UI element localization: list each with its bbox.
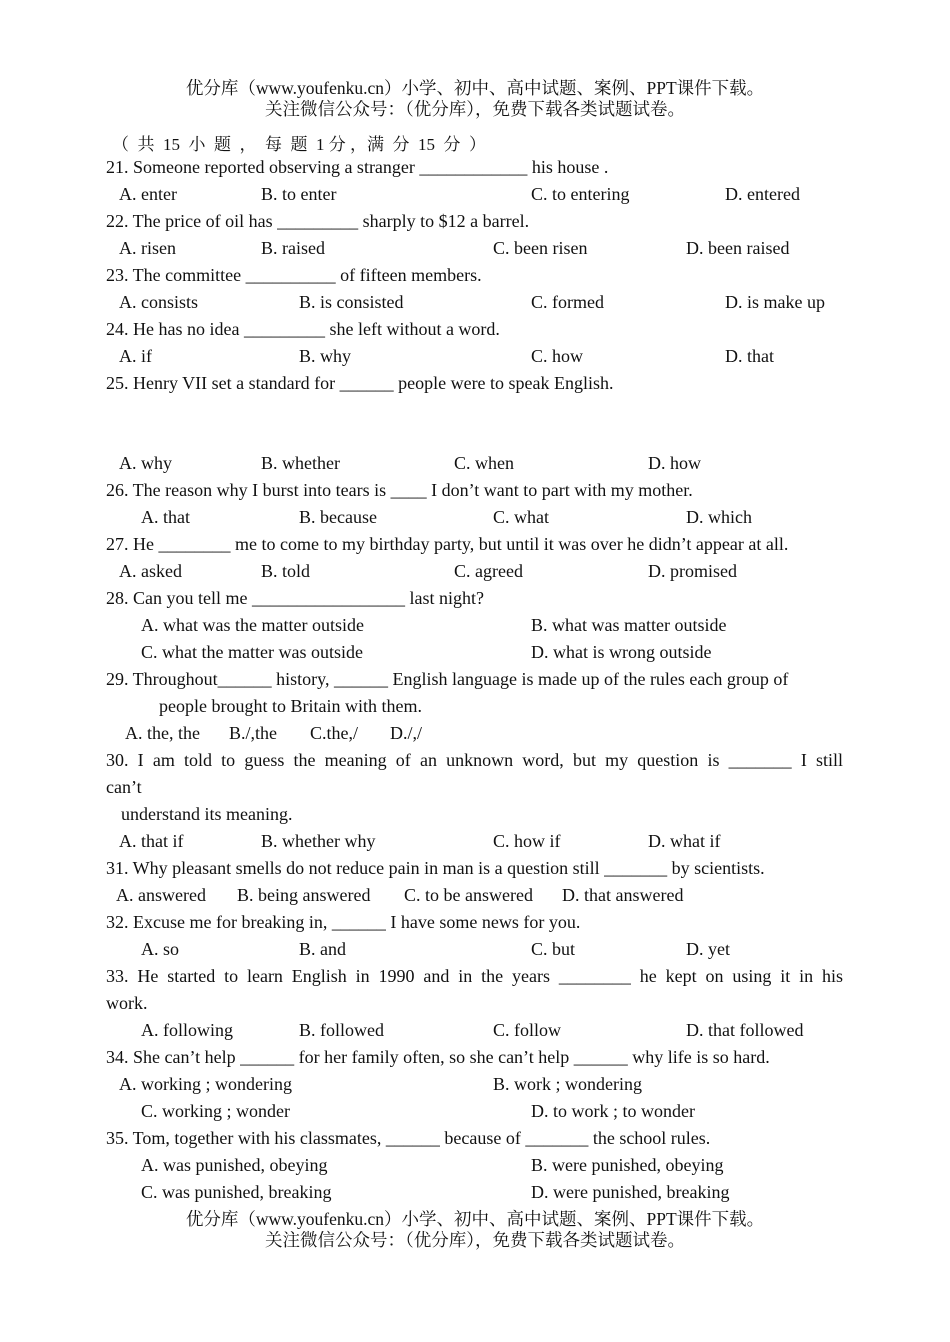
question-24-option-c: C. how bbox=[531, 346, 584, 366]
question-35-option-d: D. were punished, breaking bbox=[531, 1182, 730, 1202]
question-33-option-d: D. that followed bbox=[686, 1020, 804, 1040]
question-30-stem: 30. I am told to guess the meaning of an unknown word, but my question is _______ I still bbox=[106, 750, 843, 770]
question-28-option-d: D. what is wrong outside bbox=[531, 642, 712, 662]
question-33-option-c: C. follow bbox=[493, 1020, 562, 1040]
question-26-option-c: C. what bbox=[493, 507, 549, 527]
question-30-option-c: C. how if bbox=[493, 831, 561, 851]
question-25-option-a: A. why bbox=[119, 453, 172, 473]
question-28-option-a: A. what was the matter outside bbox=[141, 615, 364, 635]
question-31-option-c: C. to be answered bbox=[404, 885, 533, 905]
question-27-stem: 27. He ________ me to come to my birthday party, but until it was over he didn’t appear at all. bbox=[106, 534, 789, 554]
question-30-option-a: A. that if bbox=[119, 831, 184, 851]
question-34-option-b: B. work ; wondering bbox=[493, 1074, 642, 1094]
question-25-option-c: C. when bbox=[454, 453, 514, 473]
question-31-option-a: A. answered bbox=[116, 885, 206, 905]
question-29-option-a: A. the, the bbox=[125, 723, 200, 743]
question-24-option-b: B. why bbox=[299, 346, 352, 366]
question-32-option-d: D. yet bbox=[686, 939, 730, 959]
question-31-stem: 31. Why pleasant smells do not reduce pain in man is a question still _______ by scientists. bbox=[106, 858, 765, 878]
question-27-option-a: A. asked bbox=[119, 561, 182, 581]
question-22-option-b: B. raised bbox=[261, 238, 325, 258]
question-29-stem-continued: people brought to Britain with them. bbox=[159, 696, 422, 716]
question-30-option-b: B. whether why bbox=[261, 831, 376, 851]
question-35-option-b: B. were punished, obeying bbox=[531, 1155, 724, 1175]
question-28-stem: 28. Can you tell me _________________ last night? bbox=[106, 588, 484, 608]
question-22-option-c: C. been risen bbox=[493, 238, 588, 258]
question-25-option-d: D. how bbox=[648, 453, 701, 473]
question-35-option-a: A. was punished, obeying bbox=[141, 1155, 328, 1175]
question-23-option-b: B. is consisted bbox=[299, 292, 404, 312]
question-35-option-c: C. was punished, breaking bbox=[141, 1182, 332, 1202]
question-21-stem: 21. Someone reported observing a stranger ____________ his house . bbox=[106, 157, 609, 177]
question-26-option-b: B. because bbox=[299, 507, 377, 527]
question-22-stem: 22. The price of oil has _________ sharply to $12 a barrel. bbox=[106, 211, 530, 231]
question-23-stem: 23. The committee __________ of fifteen members. bbox=[106, 265, 482, 285]
question-32-stem: 32. Excuse me for breaking in, ______ I have some news for you. bbox=[106, 912, 581, 932]
question-26-option-a: A. that bbox=[141, 507, 190, 527]
header-line-1: 优分库（www.youfenku.cn）小学、初中、高中试题、案例、PPT课件下载。 bbox=[185, 78, 765, 98]
question-31-option-b: B. being answered bbox=[237, 885, 371, 905]
question-34-option-a: A. working ; wondering bbox=[119, 1074, 292, 1094]
question-29-option-c: C.the,/ bbox=[310, 723, 358, 743]
question-32-option-b: B. and bbox=[299, 939, 346, 959]
question-34-option-c: C. working ; wonder bbox=[141, 1101, 290, 1121]
question-34-stem: 34. She can’t help ______ for her family often, so she can’t help ______ why life is so hard. bbox=[106, 1047, 770, 1067]
question-21-option-b: B. to enter bbox=[261, 184, 337, 204]
question-24-option-a: A. if bbox=[119, 346, 152, 366]
question-33-option-b: B. followed bbox=[299, 1020, 384, 1040]
question-27-option-c: C. agreed bbox=[454, 561, 523, 581]
question-28-option-b: B. what was matter outside bbox=[531, 615, 727, 635]
question-32-option-a: A. so bbox=[141, 939, 180, 959]
footer-line-2: 关注微信公众号：（优分库），免费下载各类试题试卷。 bbox=[265, 1230, 685, 1250]
question-21-option-d: D. entered bbox=[725, 184, 800, 204]
question-29-option-b: B./,the bbox=[229, 723, 277, 743]
question-23-option-a: A. consists bbox=[119, 292, 199, 312]
question-24-option-d: D. that bbox=[725, 346, 774, 366]
section-note: （ 共 15 小 题 ， 每 题 1 分 ，满 分 15 分 ） bbox=[112, 135, 486, 154]
question-24-stem: 24. He has no idea _________ she left without a word. bbox=[106, 319, 500, 339]
question-34-option-d: D. to work ; to wonder bbox=[531, 1101, 695, 1121]
question-25-option-b: B. whether bbox=[261, 453, 340, 473]
footer-line-1: 优分库（www.youfenku.cn）小学、初中、高中试题、案例、PPT课件下载。 bbox=[185, 1209, 765, 1229]
question-29-stem: 29. Throughout______ history, ______ English language is made up of the rules each group of bbox=[106, 669, 789, 689]
question-22-option-d: D. been raised bbox=[686, 238, 790, 258]
question-30-stem-wrap: can’t bbox=[106, 777, 142, 797]
question-33-stem-continued: work. bbox=[106, 993, 148, 1013]
question-30-option-d: D. what if bbox=[648, 831, 721, 851]
question-28-option-c: C. what the matter was outside bbox=[141, 642, 363, 662]
question-27-option-b: B. told bbox=[261, 561, 311, 581]
question-21-option-a: A. enter bbox=[119, 184, 177, 204]
question-23-option-c: C. formed bbox=[531, 292, 604, 312]
header-line-2: 关注微信公众号：（优分库），免费下载各类试题试卷。 bbox=[265, 99, 685, 119]
question-26-stem: 26. The reason why I burst into tears is ____ I don’t want to part with my mother. bbox=[106, 480, 693, 500]
question-32-option-c: C. but bbox=[531, 939, 576, 959]
question-27-option-d: D. promised bbox=[648, 561, 737, 581]
question-31-option-d: D. that answered bbox=[562, 885, 684, 905]
question-21-option-c: C. to entering bbox=[531, 184, 630, 204]
question-26-option-d: D. which bbox=[686, 507, 752, 527]
question-29-option-d: D./,/ bbox=[390, 723, 423, 743]
question-30-stem-continued: understand its meaning. bbox=[121, 804, 293, 824]
question-33-stem: 33. He started to learn English in 1990 and in the years ________ he kept on using it in his bbox=[106, 966, 843, 986]
question-22-option-a: A. risen bbox=[119, 238, 176, 258]
question-35-stem: 35. Tom, together with his classmates, ______ because of _______ the school rules. bbox=[106, 1128, 711, 1148]
question-25-stem: 25. Henry VII set a standard for ______ people were to speak English. bbox=[106, 373, 614, 393]
question-33-option-a: A. following bbox=[141, 1020, 233, 1040]
question-23-option-d: D. is make up bbox=[725, 292, 825, 312]
